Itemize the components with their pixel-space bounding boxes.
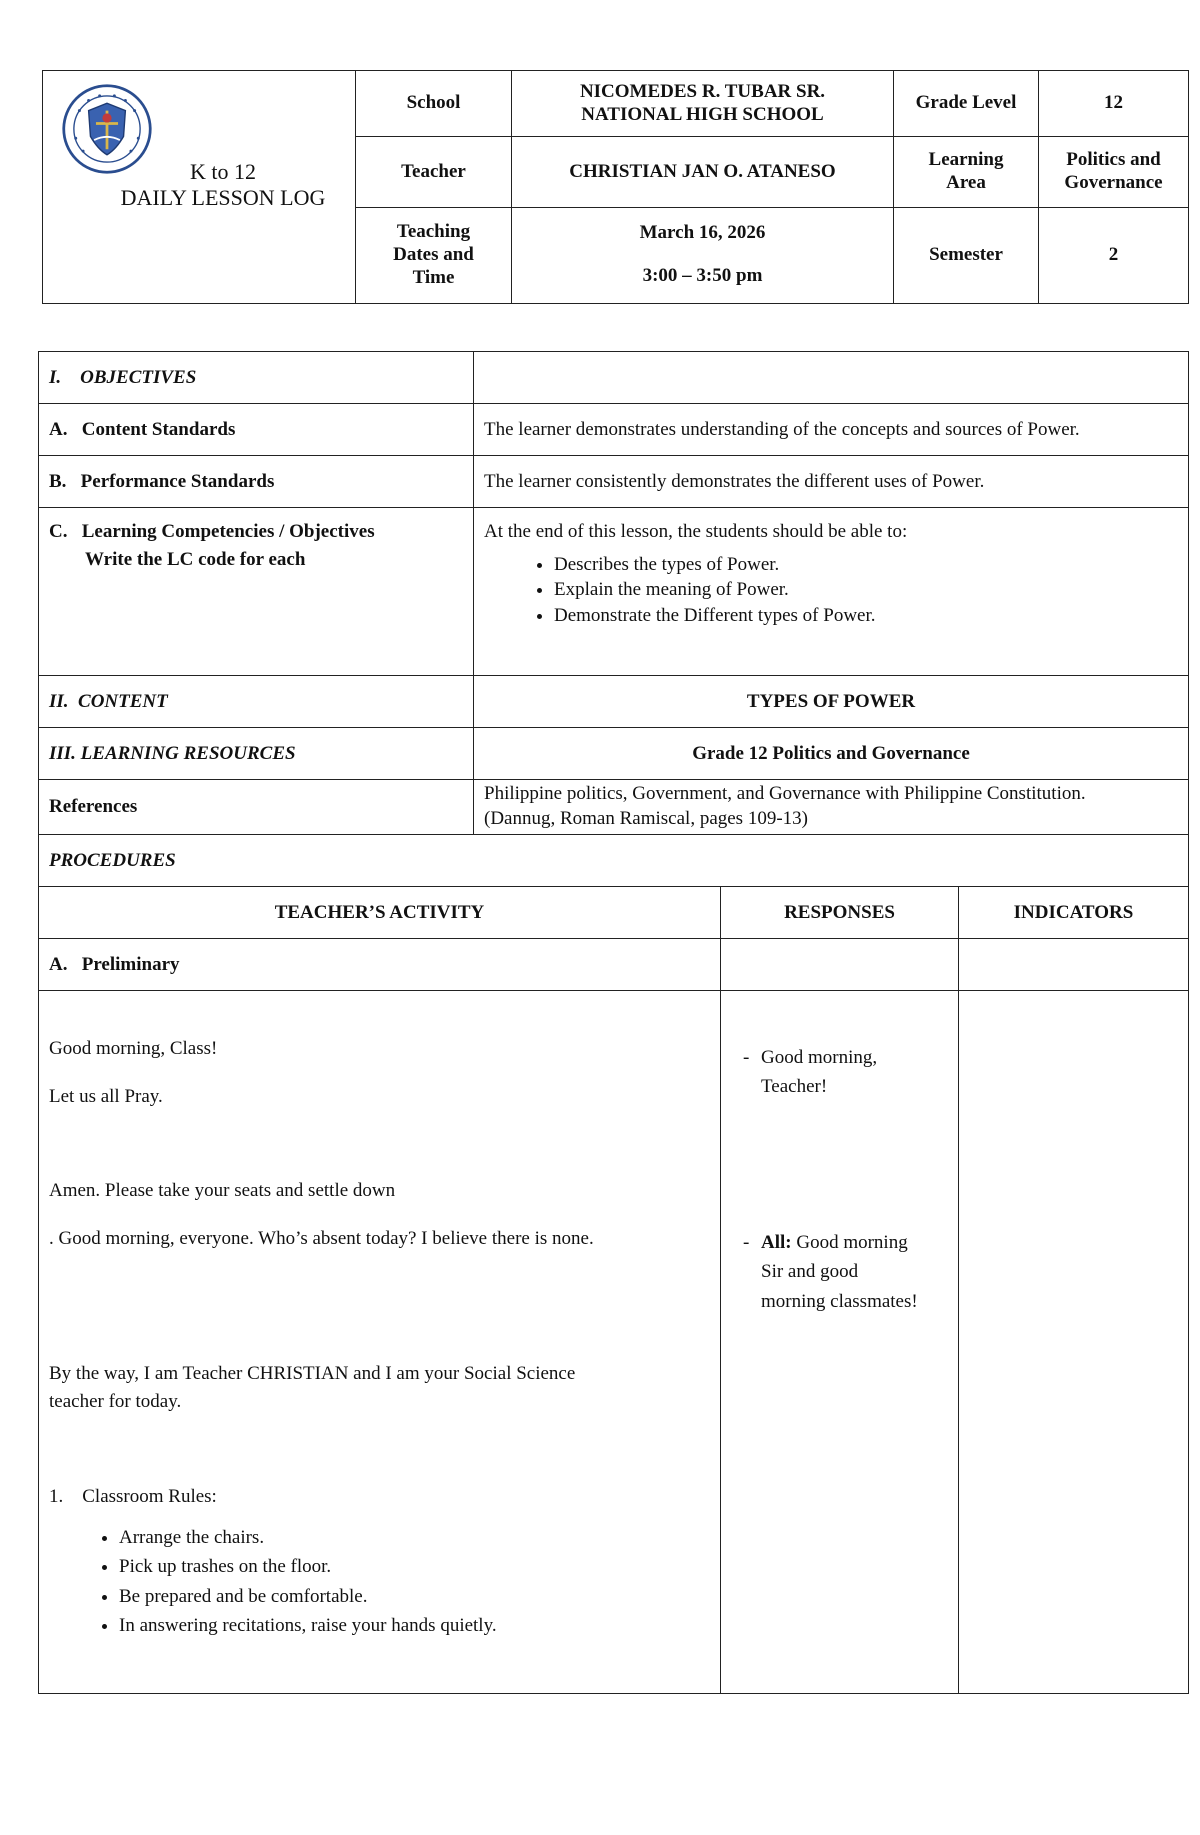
- logo-title-cell: [43, 71, 356, 304]
- teacher-activity-cell: [39, 991, 721, 1694]
- learning-area-line-1: Politics and: [1066, 149, 1161, 171]
- title-line-2: DAILY LESSON LOG: [120, 184, 326, 210]
- objectives-blank: [474, 352, 1189, 404]
- indicators-cell: [959, 991, 1189, 1694]
- date-value: March 16, 2026: [639, 222, 766, 244]
- greeting-text: Good morning, Class!: [49, 1038, 218, 1059]
- list-item: • Describes the types of Power.: [554, 552, 1178, 578]
- header-table: [42, 70, 1189, 304]
- content-label: II. CONTENT: [39, 676, 474, 728]
- content-value: TYPES OF POWER: [474, 676, 1189, 728]
- col-indicators: INDICATORS: [959, 887, 1189, 939]
- content-standards-value: The learner demonstrates understanding of the concepts and sources of Power.: [474, 404, 1189, 456]
- school-value: [512, 71, 894, 137]
- competencies-intro: At the end of this lesson, the students should be able to:: [484, 521, 908, 542]
- rules-label: 1. Classroom Rules:: [49, 1486, 217, 1508]
- grade-level-value: 12: [1039, 71, 1189, 137]
- list-item: • In answering recitations, raise your hands quietly.: [119, 1611, 710, 1640]
- objectives-heading: I. OBJECTIVES: [39, 352, 474, 404]
- response-2-speaker: All:: [761, 1231, 792, 1253]
- procedures-heading: PROCEDURES: [39, 835, 1189, 887]
- semester-value: 2: [1039, 207, 1189, 303]
- learning-resources-value: Grade 12 Politics and Governance: [474, 728, 1189, 780]
- preliminary-responses-blank: [721, 939, 959, 991]
- col-teacher-activity: TEACHER’S ACTIVITY: [39, 887, 721, 939]
- intro-line-1: By the way, I am Teacher CHRISTIAN and I am your Social Science: [49, 1363, 576, 1385]
- school-line-1: NICOMEDES R. TUBAR SR.: [579, 80, 826, 102]
- references-label: References: [39, 780, 474, 835]
- learning-area-label-1: Learning: [928, 149, 1004, 171]
- list-item: • Demonstrate the Different types of Power.: [554, 603, 1178, 629]
- competencies-label-1: C. Learning Competencies / Objectives: [49, 521, 375, 542]
- dates-label: [356, 207, 512, 303]
- response-1-line-1: Good morning,: [761, 1047, 878, 1068]
- preliminary-indicators-blank: [959, 939, 1189, 991]
- list-item: • Explain the meaning of Power.: [554, 577, 1178, 603]
- references-line-2: (Dannug, Roman Ramiscal, pages 109-13): [484, 808, 808, 829]
- content-standards-label: A. Content Standards: [39, 404, 474, 456]
- amen-text: Amen. Please take your seats and settle down: [49, 1180, 396, 1202]
- learning-area-line-2: Governance: [1064, 171, 1163, 193]
- responses-cell: [721, 991, 959, 1694]
- references-value: [474, 780, 1189, 835]
- absent-text: . Good morning, everyone. Who’s absent today? I believe there is none.: [49, 1227, 594, 1249]
- list-item: • Arrange the chairs.: [119, 1523, 710, 1552]
- grade-level-label: Grade Level: [894, 71, 1039, 137]
- document-title: [83, 159, 363, 211]
- list-item: • Be prepared and be comfortable.: [119, 1582, 710, 1611]
- dates-label-3: Time: [412, 266, 455, 288]
- response-1: - Good morning, Teacher!: [731, 1043, 948, 1102]
- response-2: - All: Good morning Sir and good morning classmates!: [731, 1228, 948, 1316]
- competencies-list: [484, 552, 1178, 629]
- response-1-line-2: Teacher!: [761, 1076, 828, 1098]
- date-time-value: [512, 207, 894, 303]
- col-responses: RESPONSES: [721, 887, 959, 939]
- learning-area-label: [894, 137, 1039, 207]
- dates-label-1: Teaching: [396, 221, 471, 243]
- competencies-label-2: Write the LC code for each: [85, 548, 306, 570]
- response-2-line-1: Good morning: [791, 1231, 908, 1253]
- school-label: School: [356, 71, 512, 137]
- learning-area-value: [1039, 137, 1189, 207]
- lesson-log-table: [38, 351, 1189, 1694]
- teacher-value: CHRISTIAN JAN O. ATANESO: [512, 137, 894, 207]
- response-2-line-2: Sir and good: [761, 1261, 859, 1283]
- title-line-1: K to 12: [190, 159, 256, 184]
- dates-label-2: Dates and: [393, 243, 474, 265]
- performance-standards-value: The learner consistently demonstrates the different uses of Power.: [474, 456, 1189, 508]
- learning-resources-label: III. LEARNING RESOURCES: [39, 728, 474, 780]
- preliminary-label: A. Preliminary: [39, 939, 721, 991]
- performance-standards-label: B. Performance Standards: [39, 456, 474, 508]
- school-line-2: NATIONAL HIGH SCHOOL: [581, 103, 824, 125]
- learning-area-label-2: Area: [946, 171, 986, 193]
- intro-line-2: teacher for today.: [49, 1390, 182, 1412]
- semester-label: Semester: [894, 207, 1039, 303]
- references-line-1: Philippine politics, Government, and Governance with Philippine Constitution.: [484, 783, 1086, 805]
- pray-text: Let us all Pray.: [49, 1085, 163, 1107]
- rules-list: [49, 1523, 710, 1641]
- list-item: • Pick up trashes on the floor.: [119, 1552, 710, 1581]
- teacher-label: Teacher: [356, 137, 512, 207]
- intro-text: [49, 1360, 710, 1415]
- competencies-value: [474, 508, 1189, 676]
- competencies-label: [39, 508, 474, 676]
- time-value: 3:00 – 3:50 pm: [642, 265, 763, 287]
- response-2-line-3: morning classmates!: [761, 1290, 918, 1312]
